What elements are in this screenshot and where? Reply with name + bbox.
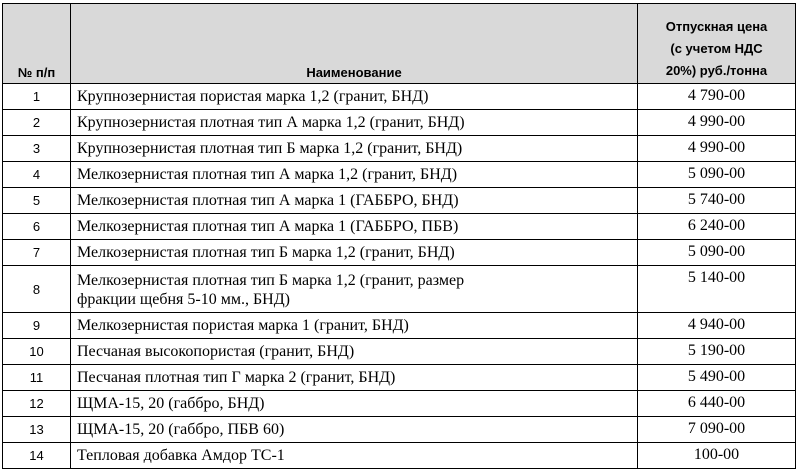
row-name bbox=[71, 266, 638, 313]
row-name: Мелкозернистая плотная тип А марка 1 (ГАББРО, ПБВ) bbox=[71, 214, 638, 240]
row-price: 100-00 bbox=[638, 443, 796, 469]
table-row bbox=[3, 266, 796, 313]
row-price: 5 090-00 bbox=[638, 162, 796, 188]
row-name: Мелкозернистая плотная тип А марка 1,2 (гранит, БНД) bbox=[71, 162, 638, 188]
price-table bbox=[2, 3, 796, 469]
row-number: 5 bbox=[3, 188, 71, 214]
row-number: 11 bbox=[3, 365, 71, 391]
table-row bbox=[3, 417, 796, 443]
table-header-row bbox=[3, 4, 796, 84]
table-row bbox=[3, 240, 796, 266]
row-price: 4 790-00 bbox=[638, 84, 796, 110]
row-number: 4 bbox=[3, 162, 71, 188]
row-number: 14 bbox=[3, 443, 71, 469]
row-name: Песчаная плотная тип Г марка 2 (гранит, БНД) bbox=[71, 365, 638, 391]
row-number: 9 bbox=[3, 313, 71, 339]
table-row bbox=[3, 391, 796, 417]
row-number: 13 bbox=[3, 417, 71, 443]
row-number: 8 bbox=[3, 266, 71, 313]
table-row bbox=[3, 162, 796, 188]
table-row bbox=[3, 313, 796, 339]
header-price-line2: (с учетом НДС bbox=[670, 41, 763, 56]
table-row bbox=[3, 365, 796, 391]
row-name: Мелкозернистая плотная тип Б марка 1,2 (гранит, БНД) bbox=[71, 240, 638, 266]
row-price: 4 940-00 bbox=[638, 313, 796, 339]
row-number: 12 bbox=[3, 391, 71, 417]
row-price: 5 090-00 bbox=[638, 240, 796, 266]
row-name: Мелкозернистая плотная тип А марка 1 (ГАББРО, БНД) bbox=[71, 188, 638, 214]
row-price: 4 990-00 bbox=[638, 136, 796, 162]
row-name: Крупнозернистая пористая марка 1,2 (гранит, БНД) bbox=[71, 84, 638, 110]
row-name: Крупнозернистая плотная тип Б марка 1,2 (гранит, БНД) bbox=[71, 136, 638, 162]
row-price: 4 990-00 bbox=[638, 110, 796, 136]
row-number: 10 bbox=[3, 339, 71, 365]
row-price: 5 190-00 bbox=[638, 339, 796, 365]
table-row bbox=[3, 136, 796, 162]
row-price: 6 440-00 bbox=[638, 391, 796, 417]
row-price: 5 740-00 bbox=[638, 188, 796, 214]
table-row bbox=[3, 84, 796, 110]
header-num: № п/п bbox=[3, 4, 71, 84]
table-row bbox=[3, 110, 796, 136]
row-name-line1: Мелкозернистая плотная тип Б марка 1,2 (гранит, размер bbox=[77, 271, 465, 289]
row-price: 5 140-00 bbox=[638, 266, 796, 313]
row-number: 2 bbox=[3, 110, 71, 136]
row-name: Крупнозернистая плотная тип А марка 1,2 (гранит, БНД) bbox=[71, 110, 638, 136]
row-name: Мелкозернистая пористая марка 1 (гранит, БНД) bbox=[71, 313, 638, 339]
table-row bbox=[3, 443, 796, 469]
row-name-line2: фракции щебня 5-10 мм., БНД) bbox=[77, 290, 290, 308]
row-number: 6 bbox=[3, 214, 71, 240]
table-row bbox=[3, 339, 796, 365]
header-price bbox=[638, 4, 796, 84]
row-price: 5 490-00 bbox=[638, 365, 796, 391]
row-name: ЩМА-15, 20 (габбро, БНД) bbox=[71, 391, 638, 417]
header-price-line3: 20%) руб./тонна bbox=[665, 63, 768, 78]
table-row bbox=[3, 214, 796, 240]
row-name: Песчаная высокопористая (гранит, БНД) bbox=[71, 339, 638, 365]
row-number: 7 bbox=[3, 240, 71, 266]
header-price-line1: Отпускная цена bbox=[665, 19, 768, 34]
table-row bbox=[3, 188, 796, 214]
row-price: 7 090-00 bbox=[638, 417, 796, 443]
header-name: Наименование bbox=[71, 4, 638, 84]
row-price: 6 240-00 bbox=[638, 214, 796, 240]
row-number: 3 bbox=[3, 136, 71, 162]
row-number: 1 bbox=[3, 84, 71, 110]
row-name: Тепловая добавка Амдор ТС-1 bbox=[71, 443, 638, 469]
row-name: ЩМА-15, 20 (габбро, ПБВ 60) bbox=[71, 417, 638, 443]
